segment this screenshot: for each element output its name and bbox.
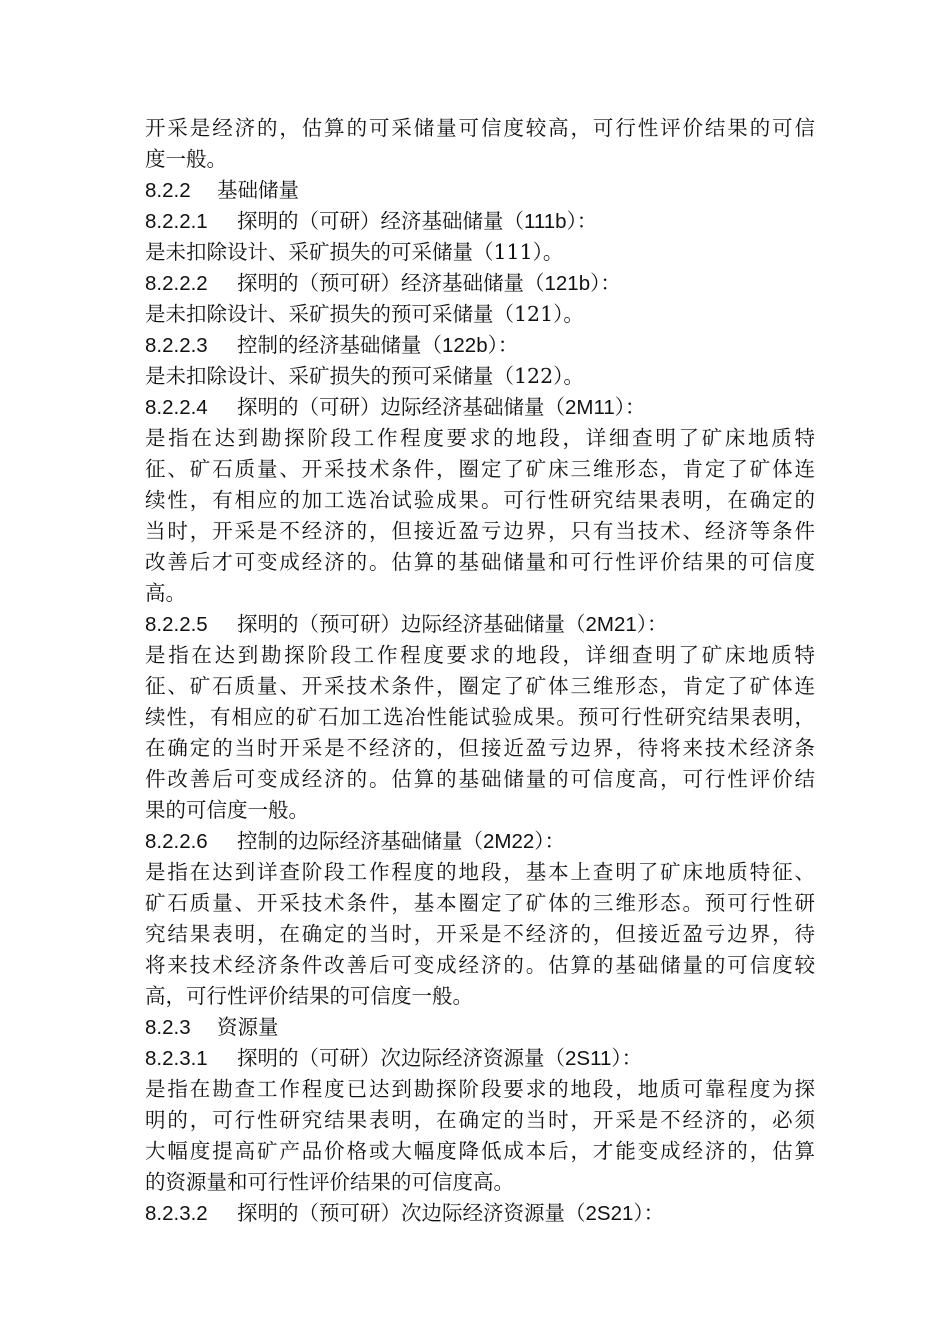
section-heading xyxy=(145,330,815,361)
paragraph-line: 是指在达到详查阶段工作程度的地段，基本上查明了矿床地质特征、 xyxy=(145,860,815,884)
paragraph-line: 果的可信度一般。 xyxy=(145,798,309,822)
section-title: 探明的（可研）边际经济基础储量（ xyxy=(237,395,565,419)
paragraph-line: 是指在达到勘探阶段工作程度要求的地段，详细查明了矿床地质特 xyxy=(145,643,815,667)
section-heading xyxy=(145,206,815,237)
reserve-code: 2M11 xyxy=(565,396,615,419)
section-title-tail: ）： xyxy=(590,271,621,295)
paragraph-line: 是未扣除设计、采矿损失的预可采储量（122）。 xyxy=(145,364,584,388)
section-title-tail: ）： xyxy=(633,1201,665,1225)
section-title: 探明的（可研）经济基础储量（ xyxy=(237,209,524,233)
paragraph-line: 大幅度提高矿产品价格或大幅度降低成本后，才能变成经济的，估算 xyxy=(145,1139,815,1163)
section-title: 资源量 xyxy=(217,1015,279,1039)
section-heading xyxy=(145,1198,815,1229)
section-heading xyxy=(145,609,815,640)
section-number: 8.2.2.6 xyxy=(145,830,208,853)
section-number: 8.2.2.2 xyxy=(145,272,208,295)
paragraph-line: 是指在达到勘探阶段工作程度要求的地段，详细查明了矿床地质特 xyxy=(145,426,815,450)
section-number: 8.2.2.5 xyxy=(145,613,208,636)
section-number: 8.2.3 xyxy=(145,1016,191,1039)
reserve-code: 2S11 xyxy=(565,1047,612,1070)
reserve-code: 121b xyxy=(544,272,591,295)
section-title-tail: ）： xyxy=(566,209,598,233)
reserve-code: 2S21 xyxy=(585,1202,634,1225)
section-number: 8.2.2 xyxy=(145,179,191,202)
section-title: 探明的（预可研）经济基础储量（ xyxy=(237,271,545,295)
section-title: 探明的（可研）次边际经济资源量（ xyxy=(237,1046,565,1070)
paragraph-line: 改善后才可变成经济的。估算的基础储量和可行性评价结果的可信度 xyxy=(145,550,815,574)
section-heading xyxy=(145,826,815,857)
section-heading xyxy=(145,268,815,299)
reserve-code: 2M22 xyxy=(483,830,535,853)
section-title-tail: ）： xyxy=(611,1046,643,1070)
paragraph-line: 征、矿石质量、开采技术条件，圈定了矿体三维形态，肯定了矿体连 xyxy=(145,674,815,698)
section-title-tail: ）： xyxy=(487,333,519,357)
section-number: 8.2.3.1 xyxy=(145,1047,208,1070)
document-body xyxy=(145,113,815,1229)
section-title: 探明的（预可研）边际经济基础储量（ xyxy=(237,612,586,636)
paragraph-line: 续性，有相应的加工选冶试验成果。可行性研究结果表明，在确定的 xyxy=(145,488,815,512)
reserve-code: 111b xyxy=(524,210,567,233)
paragraph-line: 是未扣除设计、采矿损失的预可采储量（121）。 xyxy=(145,302,584,326)
paragraph-line: 矿石质量、开采技术条件，基本圈定了矿体的三维形态。预可行性研 xyxy=(145,891,815,915)
section-title-tail: ）： xyxy=(534,829,566,853)
section-number: 8.2.3.2 xyxy=(145,1202,208,1225)
paragraph-line: 究结果表明，在确定的当时，开采是不经济的，但接近盈亏边界，待 xyxy=(145,922,815,946)
paragraph-line: 征、矿石质量、开采技术条件，圈定了矿床三维形态，肯定了矿体连 xyxy=(145,457,815,481)
paragraph-line: 在确定的当时开采是不经济的，但接近盈亏边界，待将来技术经济条 xyxy=(145,736,815,760)
section-title: 控制的经济基础储量（ xyxy=(237,333,442,357)
paragraph-line: 是未扣除设计、采矿损失的可采储量（111）。 xyxy=(145,240,564,264)
section-title-tail: ）： xyxy=(636,612,668,636)
paragraph-line: 当时，开采是不经济的，但接近盈亏边界，只有当技术、经济等条件 xyxy=(145,519,815,543)
paragraph-line: 续性，有相应的矿石加工选冶性能试验成果。预可行性研究结果表明， xyxy=(145,705,815,729)
section-heading xyxy=(145,1012,815,1043)
paragraph-line: 高。 xyxy=(145,581,186,605)
reserve-code: 2M21 xyxy=(585,613,637,636)
reserve-code: 122b xyxy=(442,334,488,357)
section-number: 8.2.2.1 xyxy=(145,210,208,233)
section-title: 控制的边际经济基础储量（ xyxy=(237,829,483,853)
section-number: 8.2.2.4 xyxy=(145,396,208,419)
paragraph-line: 件改善后可变成经济的。估算的基础储量的可信度高，可行性评价结 xyxy=(145,767,815,791)
paragraph-line: 的资源量和可行性评价结果的可信度高。 xyxy=(145,1170,514,1194)
paragraph-line: 将来技术经济条件改善后可变成经济的。估算的基础储量的可信度较 xyxy=(145,953,815,977)
section-title: 探明的（预可研）次边际经济资源量（ xyxy=(237,1201,586,1225)
section-number: 8.2.2.3 xyxy=(145,334,208,357)
section-title: 基础储量 xyxy=(217,178,299,202)
section-heading xyxy=(145,175,815,206)
section-heading xyxy=(145,392,815,423)
paragraph-line: 度一般。 xyxy=(145,147,227,171)
section-heading xyxy=(145,1043,815,1074)
paragraph-line: 高，可行性评价结果的可信度一般。 xyxy=(145,984,473,1008)
section-title-tail: ）： xyxy=(614,395,646,419)
paragraph-line: 开采是经济的，估算的可采储量可信度较高，可行性评价结果的可信 xyxy=(145,116,815,140)
paragraph-line: 明的，可行性研究结果表明，在确定的当时，开采是不经济的，必须 xyxy=(145,1108,815,1132)
paragraph-line: 是指在勘查工作程度已达到勘探阶段要求的地段，地质可靠程度为探 xyxy=(145,1077,815,1101)
